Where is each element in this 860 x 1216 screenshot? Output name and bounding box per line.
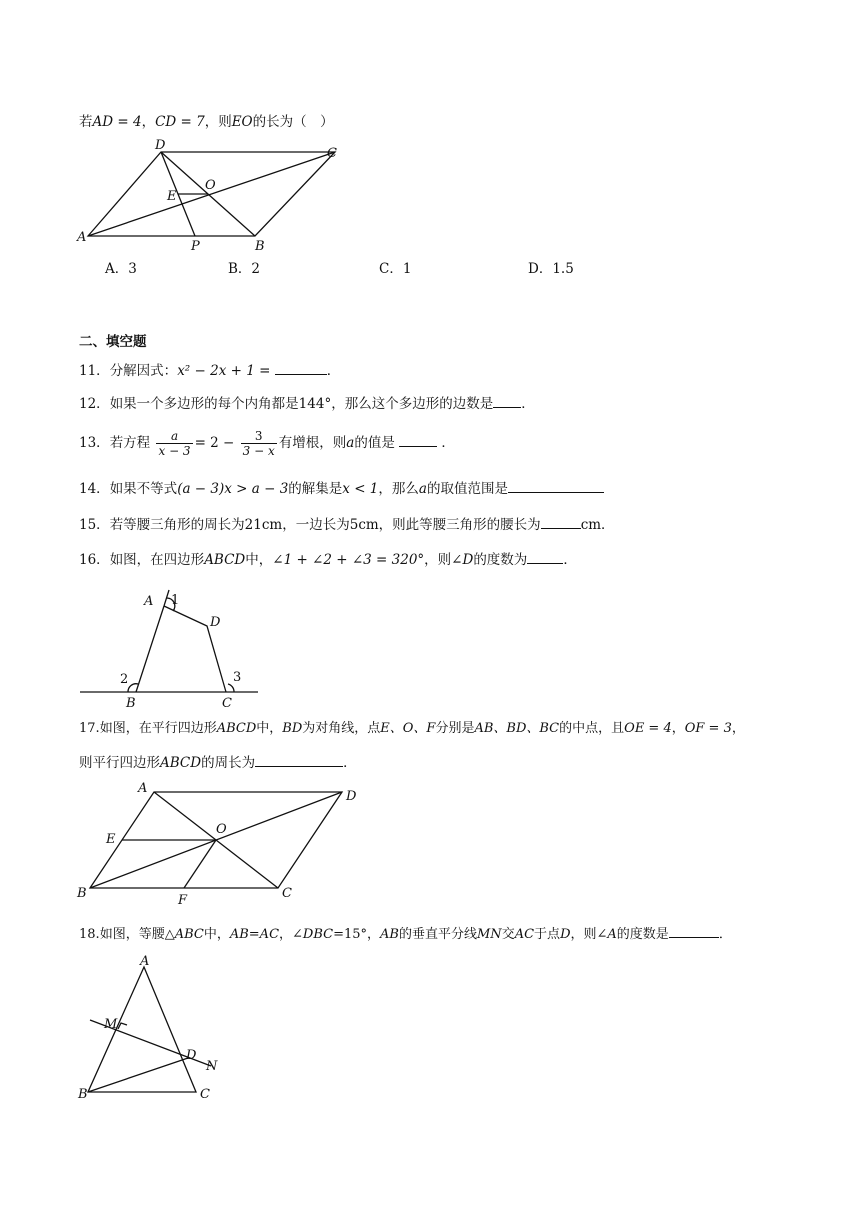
- q17-bd: BD: [282, 721, 303, 736]
- q17-label-c: C: [282, 886, 292, 901]
- q16-label-3: 3: [233, 670, 242, 685]
- q18-label-c: C: [200, 1087, 210, 1102]
- q18-triangle: ABC: [174, 927, 204, 942]
- q18-ac: AC: [514, 927, 535, 942]
- q13-frac2-den: 3 − x: [242, 444, 275, 458]
- q10-label-d: D: [155, 138, 166, 153]
- q18-d: D: [560, 927, 571, 942]
- q17-sides: AB、BD、BC: [474, 721, 560, 736]
- q10-label-c: C: [327, 146, 337, 161]
- q14-text3: ，那么: [378, 481, 419, 497]
- q14-inequality: (a − 3)x > a − 3: [177, 481, 289, 497]
- q18-a: A: [607, 927, 617, 942]
- q13-var: a: [346, 435, 355, 451]
- q16-text1: 如图，在四边形: [109, 552, 205, 568]
- q18-mn: MN: [477, 927, 502, 942]
- q14-answer-blank[interactable]: [508, 480, 604, 493]
- q18-answer-blank[interactable]: [669, 925, 719, 938]
- q12-answer-blank[interactable]: [493, 395, 521, 408]
- q13-mid: = 2 −: [194, 435, 235, 451]
- q18: [79, 925, 732, 945]
- q10-eo: EO: [231, 114, 253, 130]
- q13-frac1-num: a: [156, 429, 192, 444]
- q18-text8: ，则∠: [570, 927, 608, 942]
- q17-line2-text: 则平行四边形: [79, 755, 160, 771]
- q13-text1: 若方程: [109, 435, 151, 451]
- q15-number: 15．: [79, 517, 110, 533]
- q17-line2-shape: ABCD: [160, 755, 202, 771]
- q17-oe: OE = 4: [624, 721, 672, 736]
- q17-label-d: D: [346, 789, 357, 804]
- q12-number: 12．: [79, 396, 110, 412]
- q13-text3: 的值是: [354, 435, 395, 451]
- q11-number: 11．: [79, 363, 110, 379]
- q17-number: 17.: [79, 721, 100, 736]
- q12-end: ．: [521, 396, 535, 412]
- q13-frac1-den: x − 3: [158, 444, 191, 458]
- q17-text2: 中，: [256, 721, 283, 736]
- q10-ad: AD = 4: [92, 114, 142, 130]
- q16-text2: 中，: [245, 552, 273, 568]
- q16-text4: 的度数为: [473, 552, 528, 568]
- q18-label-d: D: [186, 1048, 197, 1063]
- q17-line-2: [79, 753, 357, 773]
- q10-stem: [79, 112, 334, 132]
- q18-figure: [76, 952, 246, 1102]
- q14: [79, 479, 604, 499]
- q18-text1: 如图，等腰△: [99, 927, 175, 942]
- q11: [79, 361, 340, 381]
- q18-right-angle-mark: [118, 1023, 127, 1029]
- q10-cd: CD = 7: [155, 114, 205, 130]
- q16-angle-3-arc: [228, 684, 234, 692]
- q10-mid: ，则: [204, 114, 232, 130]
- q17-text4: 分别是: [435, 721, 475, 736]
- q18-equality: AB=AC: [229, 927, 280, 942]
- q10-suffix: 的长为（ ）: [252, 114, 334, 130]
- q16-label-c: C: [222, 696, 232, 708]
- section-title: 二、填空题: [79, 334, 147, 350]
- q13-fraction-1: [156, 429, 192, 458]
- q17-label-f: F: [178, 893, 188, 905]
- q15-unit: cm．: [580, 517, 615, 533]
- q18-segment-bd: [88, 1058, 188, 1092]
- q16-label-a: A: [144, 594, 154, 609]
- q17-label-b: B: [77, 886, 87, 901]
- q15-answer-blank[interactable]: [541, 516, 581, 529]
- q16-expr: ∠1 + ∠2 + ∠3 = 320°: [272, 552, 425, 568]
- q11-expr: x² − 2x + 1 =: [177, 363, 271, 379]
- q18-label-m: M: [104, 1017, 118, 1032]
- q17-end: ，: [731, 721, 745, 736]
- q10-option-b[interactable]: B．2: [228, 261, 261, 277]
- q15-text: 若等腰三角形的周长为21cm，一边长为5cm，则此等腰三角形的腰长为: [109, 517, 541, 533]
- q10-figure: [75, 138, 355, 256]
- q17-text3: 为对角线，点: [302, 721, 381, 736]
- q17-label-e: E: [106, 832, 116, 847]
- q18-end: ．: [718, 927, 732, 942]
- q17-line-1: [79, 719, 745, 739]
- q16-shape: ABCD: [204, 552, 246, 568]
- q10-label-o: O: [205, 178, 216, 193]
- q16-figure: [78, 578, 268, 708]
- q18-label-a: A: [140, 954, 150, 969]
- q17-label-a: A: [138, 781, 148, 796]
- q10-option-d[interactable]: D．1.5: [528, 261, 574, 277]
- q16: [79, 550, 577, 570]
- q13: [79, 426, 455, 460]
- q16-label-2: 2: [120, 672, 129, 687]
- q18-text4: =15°，: [333, 927, 381, 942]
- q18-text3: ，∠: [279, 927, 303, 942]
- q18-text6: 交: [501, 927, 515, 942]
- q16-label-1: 1: [171, 593, 180, 608]
- q13-number: 13．: [79, 435, 110, 451]
- q16-side-ab: [136, 606, 164, 692]
- q11-answer-blank[interactable]: [275, 362, 327, 375]
- q17-points: E、O、F: [380, 721, 436, 736]
- q18-dbc: DBC: [302, 927, 334, 942]
- q17-of: OF = 3: [684, 721, 732, 736]
- q18-text2: 中，: [203, 927, 230, 942]
- q10-label-a: A: [77, 230, 87, 245]
- q13-text2: 有增根，则: [278, 435, 347, 451]
- q16-label-d: D: [210, 615, 221, 630]
- q18-label-n: N: [206, 1059, 218, 1074]
- q10-label-b: B: [255, 239, 265, 254]
- q17-line2-end: ．: [343, 755, 357, 771]
- q12-text: 如果一个多边形的每个内角都是144°，那么这个多边形的边数是: [109, 396, 494, 412]
- q17-line2-text2: 的周长为: [201, 755, 256, 771]
- q16-end: ．: [563, 552, 577, 568]
- q14-text2: 的解集是: [288, 481, 343, 497]
- q13-frac2-num: 3: [241, 429, 277, 444]
- q17-text1: 如图，在平行四边形: [99, 721, 217, 736]
- q10-label-p: P: [191, 239, 200, 254]
- q10-option-a[interactable]: A．3: [105, 261, 137, 277]
- q16-angle: ∠D: [451, 552, 474, 568]
- q18-text7: 于点: [534, 927, 561, 942]
- q14-var: a: [418, 481, 427, 497]
- q13-fraction-2: [241, 429, 277, 458]
- q10-label-e: E: [167, 189, 177, 204]
- q14-number: 14．: [79, 481, 110, 497]
- q18-text5: 的垂直平分线: [398, 927, 477, 942]
- q17-sep: ，: [671, 721, 685, 736]
- q16-label-b: B: [126, 696, 136, 708]
- q17-figure: [72, 780, 372, 905]
- q17-label-o: O: [216, 822, 227, 837]
- q11-end: ．: [326, 363, 341, 379]
- q17-shape: ABCD: [216, 721, 257, 736]
- q13-answer-blank[interactable]: [399, 434, 437, 447]
- q17-answer-blank[interactable]: [255, 754, 343, 767]
- q14-text4: 的取值范围是: [426, 481, 508, 497]
- q18-text9: 的度数是: [616, 927, 669, 942]
- q17-segment-of: [184, 840, 216, 888]
- q12: [79, 394, 535, 414]
- q15: [79, 515, 615, 535]
- q13-end: ．: [441, 435, 455, 451]
- q18-number: 18.: [79, 927, 100, 942]
- q11-text: 分解因式：: [109, 363, 178, 379]
- q16-number: 16．: [79, 552, 110, 568]
- q14-solution: x < 1: [342, 481, 379, 497]
- q18-ab: AB: [380, 927, 399, 942]
- q17-text5: 的中点，且: [559, 721, 625, 736]
- q10-option-c[interactable]: C．1: [379, 261, 412, 277]
- q16-text3: ，则: [424, 552, 452, 568]
- q14-text1: 如果不等式: [109, 481, 178, 497]
- q18-label-b: B: [78, 1087, 88, 1102]
- q10-sep: ，: [141, 114, 156, 130]
- q10-prefix: 若: [79, 114, 93, 130]
- q16-answer-blank[interactable]: [527, 551, 563, 564]
